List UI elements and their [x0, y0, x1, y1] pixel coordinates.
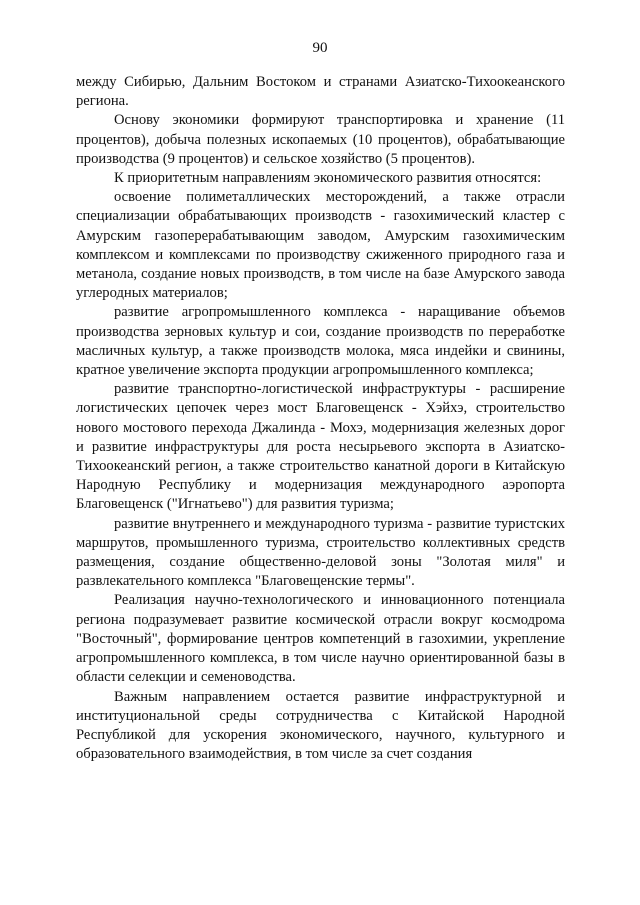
paragraph-priority-tourism: развитие внутреннего и международного туризма - развитие туристских маршрутов, промышленного туризма, строительство коллективных средств размещения, создание общественно-деловой зоны "Золотая миля" и развлекательного комплекса "Благовещенские термы". — [76, 515, 565, 590]
body-text — [76, 73, 565, 764]
paragraph-economy-base: Основу экономики формируют транспортировка и хранение (11 процентов), добыча полезных ископаемых (10 процентов), обрабатывающие производства (9 процентов) и сельское хозяйство (5 процентов). — [76, 112, 565, 167]
paragraph-innovation: Реализация научно-технологического и инновационного потенциала региона подразумевает развитие космической отрасли вокруг космодрома "Восточный", формирование центров компетенций в газохимии, укрепление агропромышленного комплекса, в том числе научно ориентированной базы в области селекции и семеноводства. — [76, 592, 565, 686]
paragraph-priority-transport: развитие транспортно-логистической инфраструктуры - расширение логистических цепочек через мост Благовещенск - Хэйхэ, строительство нового мостового перехода Джалинда - Мохэ, модернизация железных дорог и развитие инфраструктуры для роста несырьевого экспорта в Азиатско-Тихоокеанский регион, а также строительство канатной дороги в Китайскую Народную Республику и модернизация международного аэропорта Благовещенск ("Игнатьево") для развития туризма; — [76, 381, 565, 513]
paragraph-priority-agro: развитие агропромышленного комплекса - наращивание объемов производства зерновых культур и сои, создание производств по переработке масличных культур, а также производств молока, мяса индейки и свинины, кратное увеличение экспорта продукции агропромышленного комплекса; — [76, 304, 565, 379]
paragraph-continuation: между Сибирью, Дальним Востоком и странами Азиатско-Тихоокеанского региона. — [76, 74, 565, 110]
paragraph-priorities-intro: К приоритетным направлениям экономического развития относятся: — [114, 170, 542, 187]
paragraph-priority-deposits: освоение полиметаллических месторождений, а также отрасли специализации обрабатывающих производств - газохимический кластер с Амурским газоперерабатывающим заводом, Амурским газохимическим комплексом и комплексами по производству сжиженного природного газа и метанола, создание новых производств, в том числе на базе Амурского завода углеродных материалов; — [76, 189, 565, 302]
paragraph-cooperation: Важным направлением остается развитие инфраструктурной и институциональной среды сотрудничества с Китайской Народной Республикой для ускорения экономического, научного, культурного и образовательного взаимодействия, в том числе за счет создания — [76, 688, 565, 763]
page-number: 90 — [312, 40, 328, 56]
